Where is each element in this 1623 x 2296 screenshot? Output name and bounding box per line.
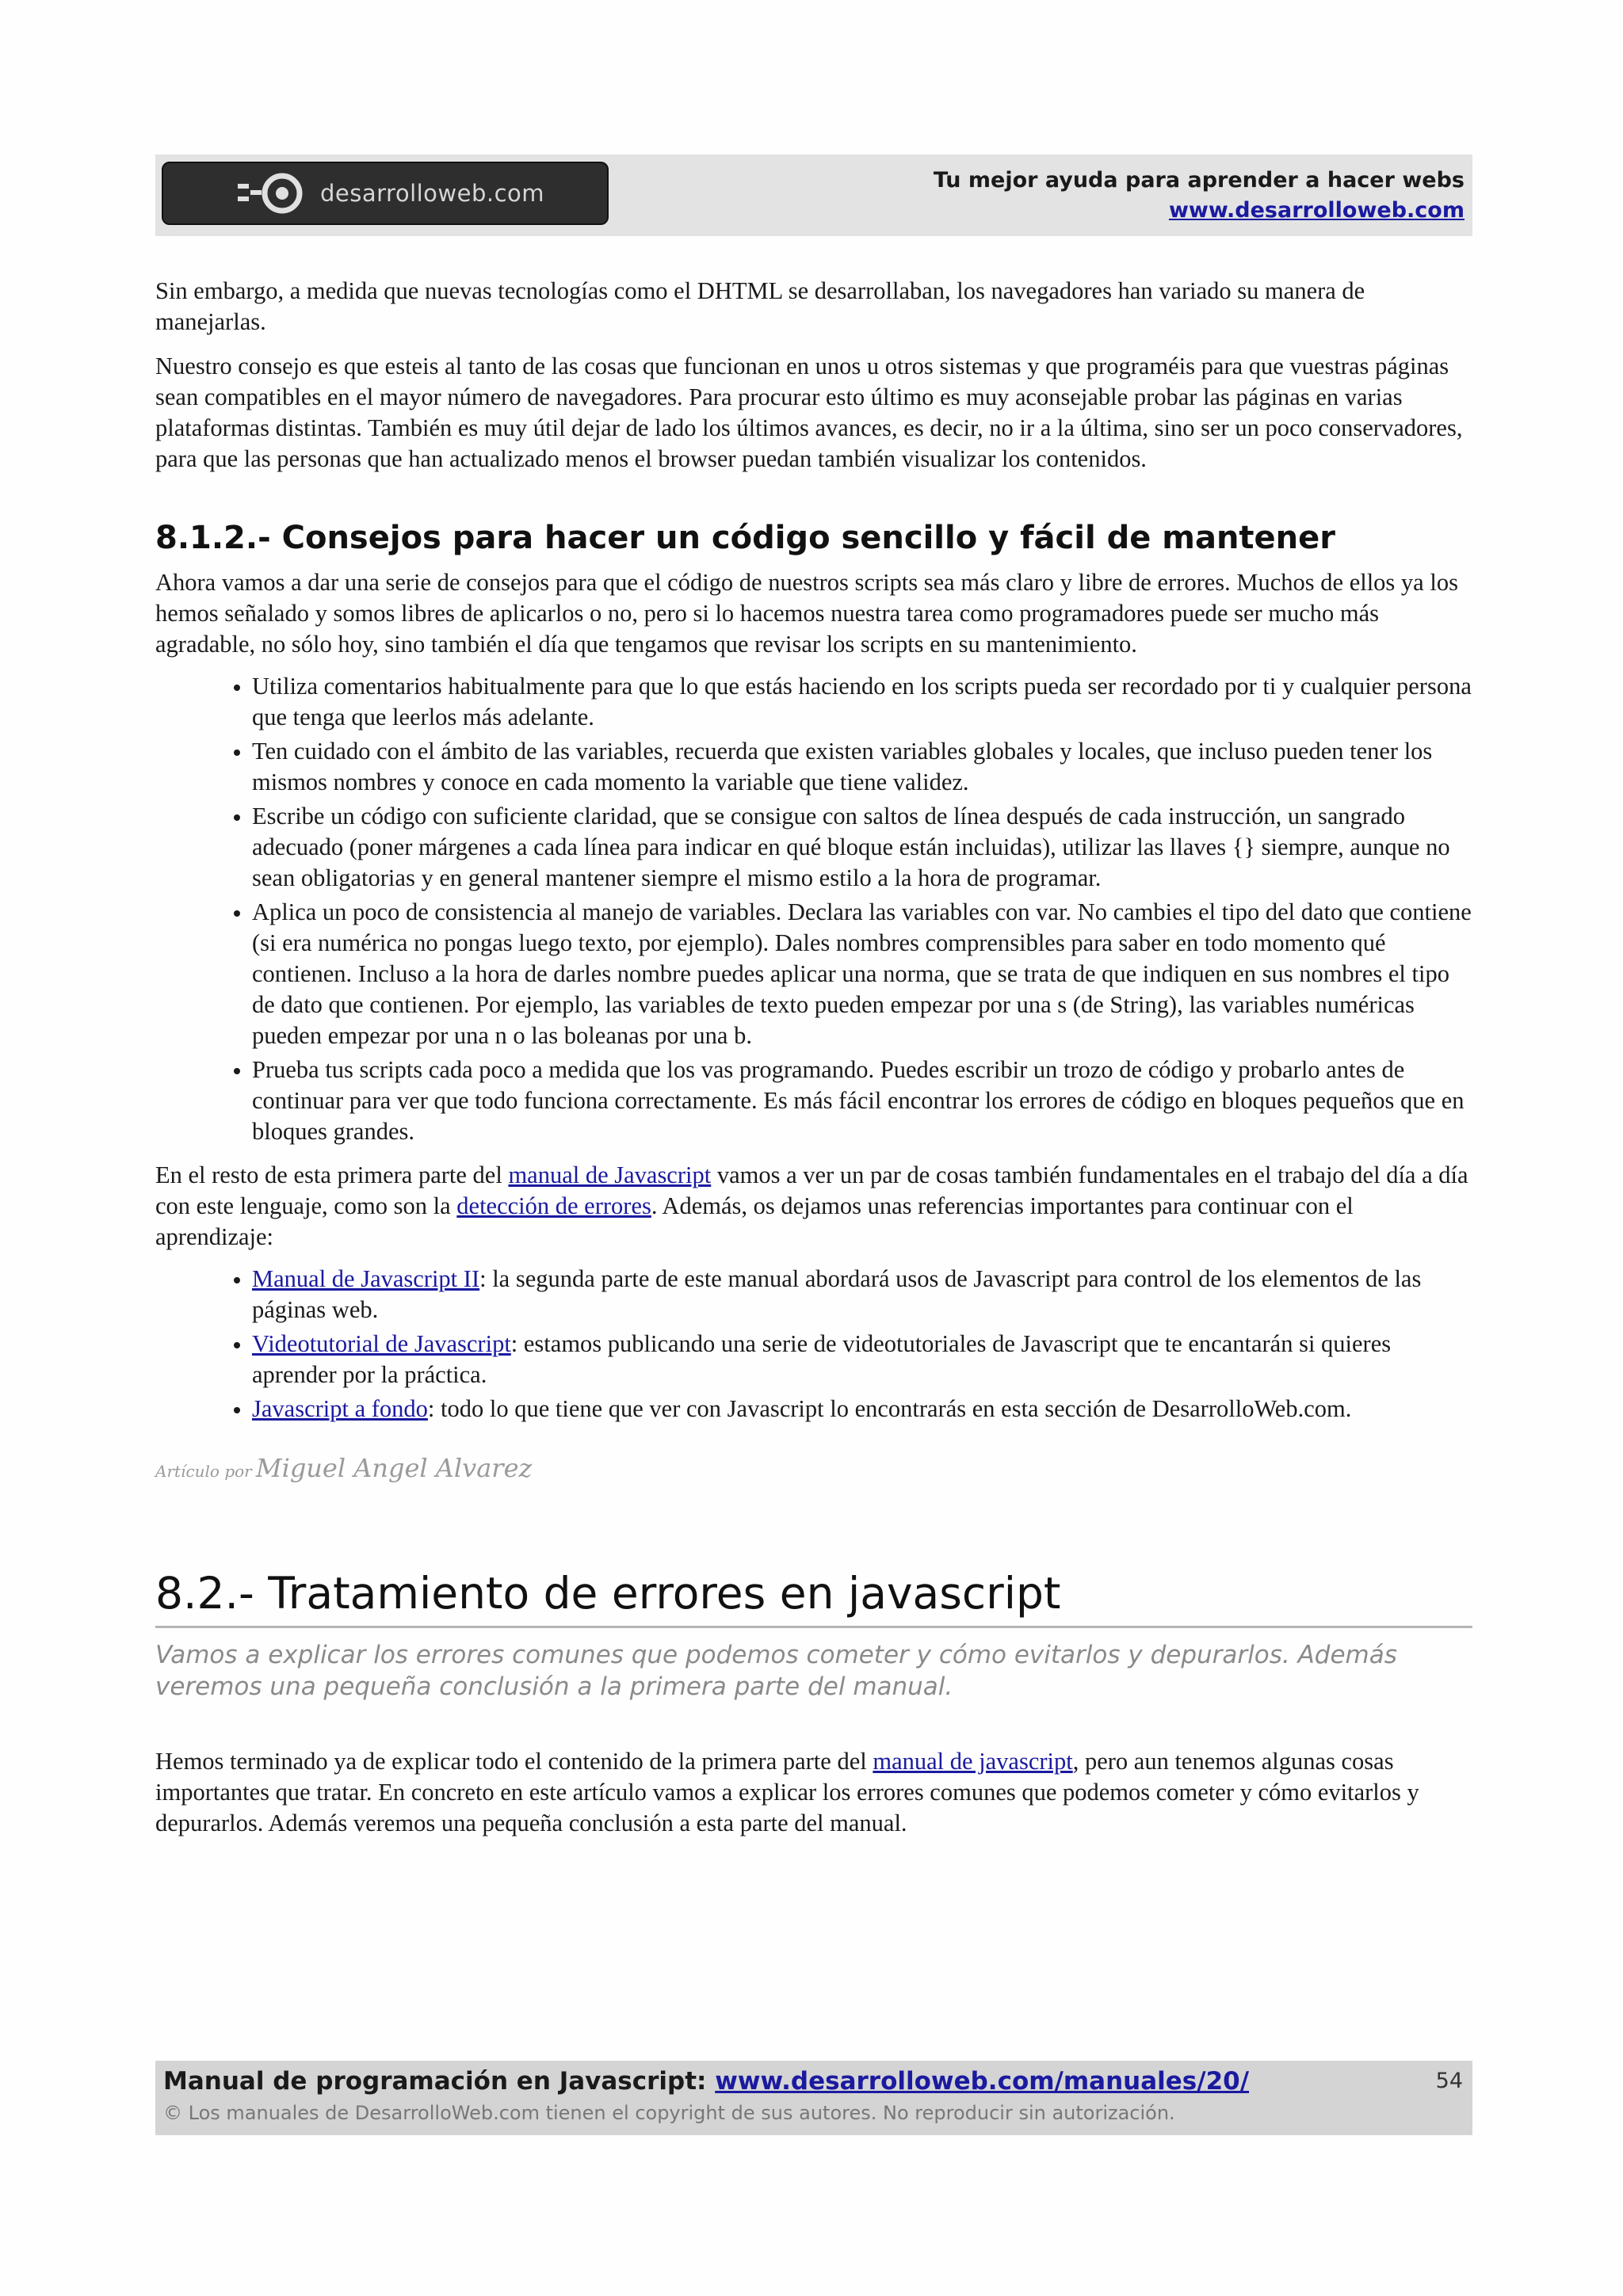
logo-text: desarrolloweb.com <box>320 180 545 207</box>
chapter-subtitle: Vamos a explicar los errores comunes que podemos cometer y cómo evitarlos y depurarlos. Además veremos una pequeña conclusión a la primera parte del manual. <box>155 1641 1397 1701</box>
javascript-a-fondo-link[interactable]: Javascript a fondo <box>252 1395 428 1422</box>
tips-list <box>155 671 1472 1147</box>
list-item: • Ten cuidado con el ámbito de las variables, recuerda que existen variables globales y locales, que incluso pueden tener los mismos nombres y conoce en cada momento la variable que tiene validez. <box>252 736 1472 798</box>
list-item: • Utiliza comentarios habitualmente para que lo que estás haciendo en los scripts pueda ser recordado por ti y cualquier persona que tenga que leerlos más adelante. <box>252 671 1472 733</box>
paragraph: Nuestro consejo es que esteis al tanto de las cosas que funcionan en unos u otros sistemas y que programéis para que vuestras páginas sean compatibles en el mayor número de navegadores. Para procurar esto último es muy aconsejable probar las páginas en varias plataformas distintas. También es muy útil dejar de lado los últimos avances, es decir, no ir a la última, sino ser un poco conservadores, para que las personas que han actualizado menos el browser puedan también visualizar los contenidos. <box>155 353 1463 472</box>
paragraph <box>155 1746 1472 1839</box>
paragraph: Ahora vamos a dar una serie de consejos para que el código de nuestros scripts sea más claro y libre de errores. Muchos de ellos ya los hemos señalado y somos libres de aplicarlos o no, pero si lo hacemos nuestra tarea como programadores puede ser mucho más agradable, no sólo hoy, sino también el día que tengamos que revisar los scripts en su mantenimiento. <box>155 569 1458 658</box>
byline-author: Miguel Angel Alvarez <box>255 1453 533 1483</box>
videotutorial-link[interactable]: Videotutorial de Javascript <box>252 1330 511 1357</box>
footer-copyright: © Los manuales de DesarrolloWeb.com tienen el copyright de sus autores. No reproducir sin autorización. <box>163 2102 1175 2124</box>
manual-javascript-link[interactable]: manual de Javascript <box>508 1161 712 1188</box>
footer-manual-link[interactable]: www.desarrolloweb.com/manuales/20/ <box>715 2067 1250 2096</box>
chapter-heading: 8.2.- Tratamiento de errores en javascript <box>155 1569 1472 1628</box>
paragraph: Sin embargo, a medida que nuevas tecnologías como el DHTML se desarrollaban, los navegadores han variado su manera de manejarlas. <box>155 277 1365 335</box>
main-content <box>155 276 1472 1839</box>
deteccion-errores-link[interactable]: detección de errores <box>456 1192 651 1219</box>
text-span: En el resto de esta primera parte del <box>155 1161 509 1188</box>
manual-javascript-link-2[interactable]: manual de javascript <box>873 1748 1073 1775</box>
header-site-link[interactable]: www.desarrolloweb.com <box>1168 198 1465 223</box>
page-footer <box>155 2061 1472 2135</box>
references-list <box>155 1264 1472 1425</box>
text-span: : la segunda parte de este manual abordará usos de Javascript para control de los elementos de las páginas web. <box>252 1265 1422 1323</box>
list-item: • Aplica un poco de consistencia al manejo de variables. Declara las variables con var. No cambies el tipo del dato que contiene (si era numérica no pongas luego texto, por ejemplo). Dales nombres comprensibles para saber en todo momento qué contienen. Incluso a la hora de darles nombre puedes aplicar una norma, que se trata de que indiquen en sus nombres el tipo de dato que contienen. Por ejemplo, las variables de texto pueden empezar por una s (de String), las variables numéricas pueden empezar por una n o las boleanas por una b. <box>252 897 1472 1051</box>
text-span: . Además, os dejamos unas referencias importantes para continuar con el aprendizaje: <box>155 1192 1354 1250</box>
header-tagline: Tu mejor ayuda para aprender a hacer webs <box>933 168 1465 193</box>
footer-title-text: Manual de programación en Javascript: <box>163 2067 707 2096</box>
list-item: • Prueba tus scripts cada poco a medida que los vas programando. Puedes escribir un trozo de código y probarlo antes de continuar para ver que todo funciona correctamente. Es más fácil encontrar los errores de código en bloques pequeños que en bloques grandes. <box>252 1055 1472 1147</box>
text-span: : estamos publicando una serie de videotutoriales de Javascript que te encantarán si quieres aprender por la práctica. <box>252 1330 1392 1388</box>
list-item <box>252 1329 1472 1390</box>
list-item <box>252 1394 1472 1425</box>
byline-prefix: Artículo por <box>155 1462 252 1481</box>
text-span: : todo lo que tiene que ver con Javascript lo encontrarás en esta sección de DesarrolloWeb.com. <box>427 1395 1352 1422</box>
logo-mark-icon <box>236 173 315 214</box>
paragraph <box>155 1160 1472 1253</box>
article-byline <box>155 1453 1472 1483</box>
footer-title <box>163 2067 1249 2096</box>
text-span: , pero aun tenemos algunas cosas importantes que tratar. En concreto en este artículo vamos a explicar los errores comunes que podemos cometer y cómo evitarlos y depurarlos. Además veremos una pequeña conclusión a esta parte del manual. <box>155 1748 1419 1836</box>
page-header <box>155 154 1472 236</box>
list-item <box>252 1264 1472 1325</box>
text-span: Hemos terminado ya de explicar todo el contenido de la primera parte del <box>155 1748 873 1775</box>
text-span: vamos a ver un par de cosas también fundamentales en el trabajo del día a día con este lenguaje, como son la <box>155 1161 1468 1219</box>
site-logo[interactable] <box>162 162 609 225</box>
list-item: • Escribe un código con suficiente claridad, que se consigue con saltos de línea después de cada instrucción, un sangrado adecuado (poner márgenes a cada línea para indicar en qué bloque están incluidas), utilizar las llaves {} siempre, aunque no sean obligatorias y en general mantener siempre el mismo estilo a la hora de programar. <box>252 801 1472 894</box>
header-right <box>934 166 1465 226</box>
section-heading: 8.1.2.- Consejos para hacer un código sencillo y fácil de mantener <box>155 520 1336 556</box>
manual-javascript-ii-link[interactable]: Manual de Javascript II <box>252 1265 480 1292</box>
page-number: 54 <box>1435 2069 1463 2093</box>
